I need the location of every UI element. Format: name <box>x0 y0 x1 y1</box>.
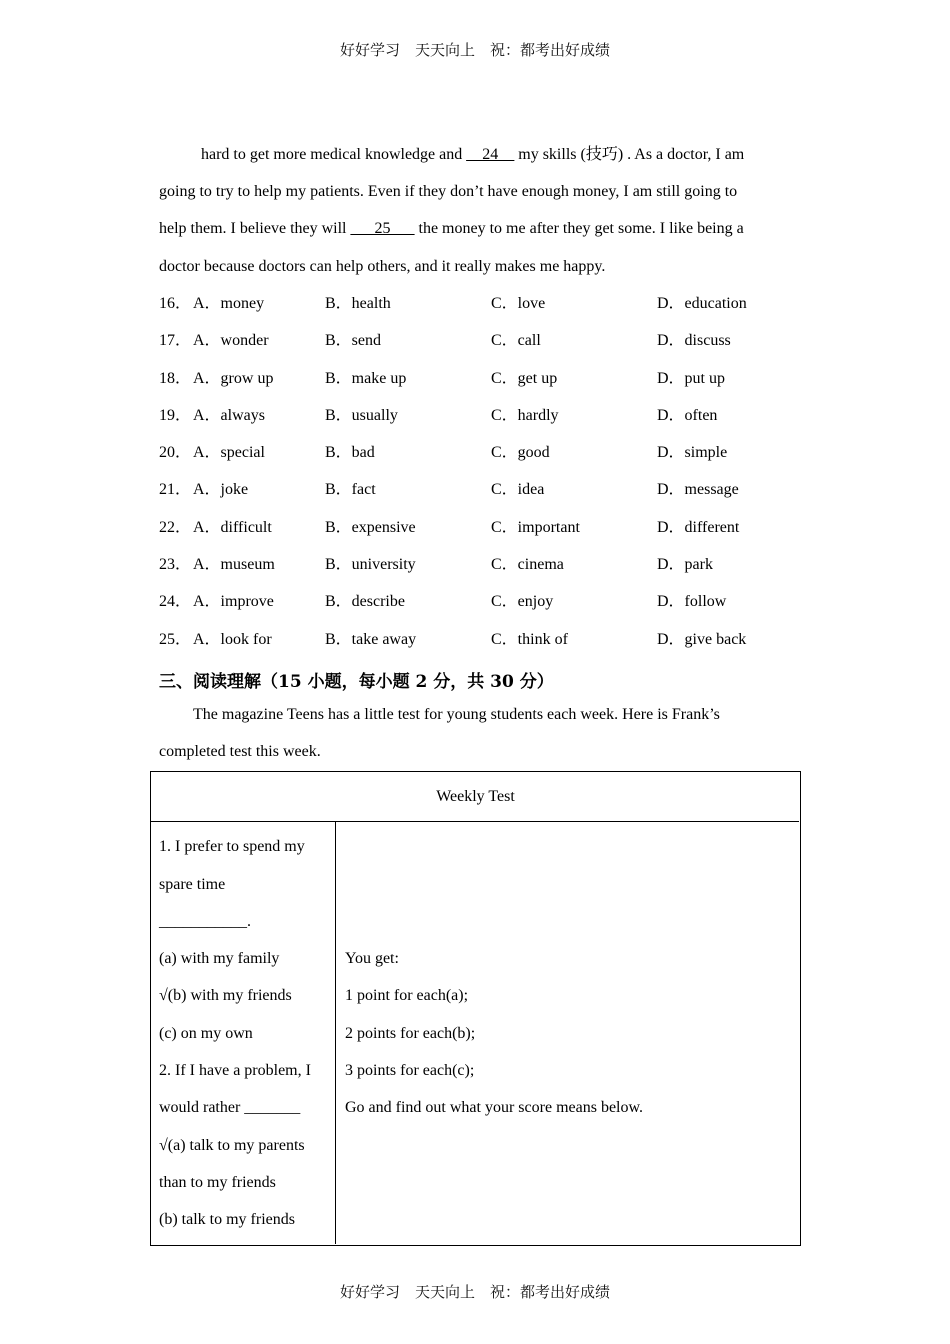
option-a: A．joke <box>193 481 249 498</box>
option-b: B．describe <box>325 593 405 610</box>
question-row <box>159 369 799 389</box>
option-b: B．take away <box>325 631 417 648</box>
blank-25: ___25___ <box>350 220 415 237</box>
passage-line-2: going to try to help my patients. Even if they don’t have enough money, I am still going to <box>159 183 738 200</box>
left-cell-line: √(a) talk to my parents <box>159 1137 305 1154</box>
right-cell-line: 2 points for each(b); <box>345 1025 476 1042</box>
question-row <box>159 518 799 538</box>
option-c: C．enjoy <box>491 593 554 610</box>
option-d: D．put up <box>657 370 726 387</box>
option-b: B．make up <box>325 370 407 387</box>
section-heading: 三、阅读理解（15 小题，每小题 2 分，共 30 分） <box>159 672 554 692</box>
option-d: D．follow <box>657 593 727 610</box>
option-a: A．wonder <box>193 332 269 349</box>
question-number: 18． <box>159 370 192 387</box>
intro-line-2: completed test this week. <box>159 743 321 760</box>
option-b: B．fact <box>325 481 376 498</box>
passage-text: help them. I believe they will <box>159 220 351 237</box>
question-row <box>159 331 799 351</box>
question-number: 21． <box>159 481 192 498</box>
option-c: C．love <box>491 295 546 312</box>
option-b: B．usually <box>325 407 398 424</box>
passage-text: my skills (技巧) . As a doctor, I am <box>514 146 745 163</box>
option-b: B．expensive <box>325 519 416 536</box>
table-column-divider <box>335 821 336 1244</box>
question-number: 19． <box>159 407 192 424</box>
option-b: B．bad <box>325 444 375 461</box>
blank-24: __24__ <box>466 146 515 163</box>
passage-line-3 <box>159 219 744 239</box>
option-d: D．simple <box>657 444 728 461</box>
question-row <box>159 592 799 612</box>
left-cell-line: 1. I prefer to spend my <box>159 838 305 855</box>
passage-line-4: doctor because doctors can help others, and it really makes me happy. <box>159 258 606 275</box>
option-d: D．often <box>657 407 718 424</box>
option-a: A．money <box>193 295 265 312</box>
question-row <box>159 294 799 314</box>
option-d: D．message <box>657 481 739 498</box>
question-number: 16． <box>159 295 192 312</box>
question-number: 20． <box>159 444 192 461</box>
page-footer: 好好学习 天天向上 祝：都考出好成绩 <box>339 1283 610 1301</box>
left-cell-line: (c) on my own <box>159 1025 253 1042</box>
option-c: C．good <box>491 444 550 461</box>
option-d: D．park <box>657 556 713 573</box>
right-cell-line: 1 point for each(a); <box>345 987 469 1004</box>
question-row <box>159 480 799 500</box>
option-a: A．always <box>193 407 265 424</box>
left-cell-line: 2. If I have a problem, I <box>159 1062 311 1079</box>
question-number: 17． <box>159 332 192 349</box>
right-cell-line: 3 points for each(c); <box>345 1062 475 1079</box>
question-row <box>159 406 799 426</box>
left-cell-line: spare time <box>159 876 226 893</box>
option-a: A．difficult <box>193 519 272 536</box>
option-c: C．important <box>491 519 580 536</box>
option-a: A．special <box>193 444 265 461</box>
table-row-divider <box>150 821 799 822</box>
left-cell-line: (b) talk to my friends <box>159 1211 295 1228</box>
left-cell-line: than to my friends <box>159 1174 276 1191</box>
question-number: 23． <box>159 556 192 573</box>
right-cell-line: You get: <box>345 950 399 967</box>
option-a: A．improve <box>193 593 274 610</box>
option-a: A．grow up <box>193 370 274 387</box>
option-b: B．health <box>325 295 391 312</box>
option-c: C．hardly <box>491 407 559 424</box>
option-d: D．give back <box>657 631 747 648</box>
option-a: A．museum <box>193 556 275 573</box>
passage-text: hard to get more medical knowledge and <box>201 146 467 163</box>
question-number: 25． <box>159 631 192 648</box>
option-c: C．idea <box>491 481 545 498</box>
option-c: C．cinema <box>491 556 564 573</box>
left-cell-line: would rather _______ <box>159 1099 301 1116</box>
option-d: D．discuss <box>657 332 731 349</box>
question-number: 22． <box>159 519 192 536</box>
table-title: Weekly Test <box>436 788 515 805</box>
intro-line-1: The magazine Teens has a little test for young students each week. Here is Frank’s <box>193 706 720 723</box>
option-d: D．different <box>657 519 740 536</box>
question-row <box>159 443 799 463</box>
option-c: C．call <box>491 332 541 349</box>
question-row <box>159 555 799 575</box>
left-cell-line: ___________. <box>159 913 251 930</box>
question-number: 24． <box>159 593 192 610</box>
left-cell-line: (a) with my family <box>159 950 280 967</box>
weekly-test-table <box>150 771 801 1246</box>
right-cell-line: Go and find out what your score means below. <box>345 1099 643 1116</box>
option-c: C．get up <box>491 370 558 387</box>
option-a: A．look for <box>193 631 272 648</box>
option-d: D．education <box>657 295 747 312</box>
option-b: B．university <box>325 556 416 573</box>
passage-text: the money to me after they get some. I like being a <box>414 220 744 237</box>
passage-line-1 <box>201 145 744 165</box>
question-row <box>159 630 799 650</box>
page-header: 好好学习 天天向上 祝：都考出好成绩 <box>339 41 610 59</box>
option-c: C．think of <box>491 631 568 648</box>
option-b: B．send <box>325 332 382 349</box>
left-cell-line: √(b) with my friends <box>159 987 292 1004</box>
